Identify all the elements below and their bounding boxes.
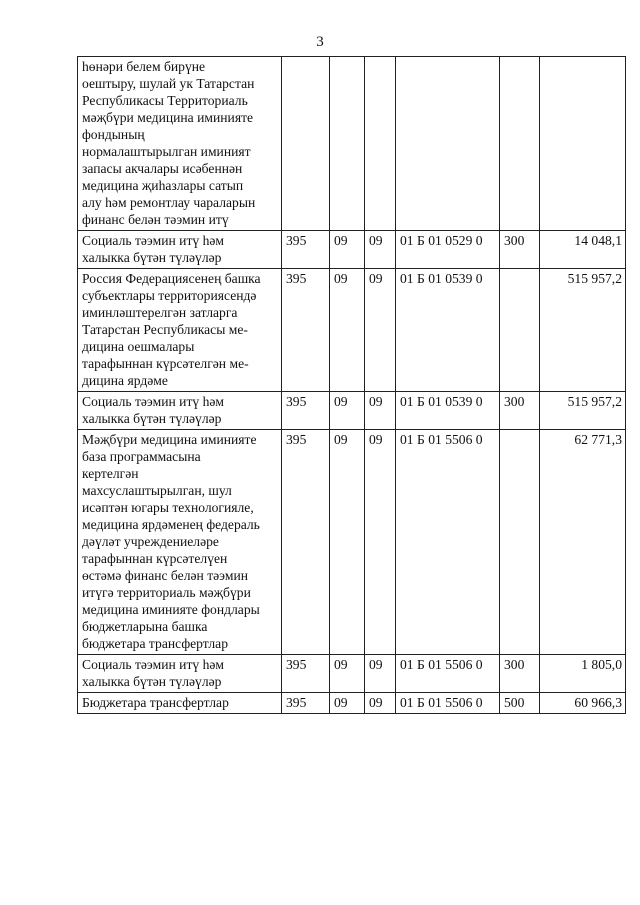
ministry-code-text: 395 — [286, 695, 307, 710]
target-article-cell — [396, 655, 500, 693]
subsection-code-text: 09 — [369, 394, 383, 409]
budget-table — [77, 56, 626, 714]
amount-text: 515 957,2 — [567, 271, 622, 286]
expense-type-cell — [500, 57, 540, 231]
section-code-cell — [330, 392, 365, 430]
expense-type-text: 300 — [504, 657, 525, 672]
row-name-text: Мәҗбүри медицина иминияте база программасына кертелгән махсуслаштырылган, шул исәптән югары технологияле, медицина ярдәменең федераль дәүләт учреждениеләре тарафыннан күрсәтелүен өстәмә финанс белән тәэмин итүгә территориаль мәҗбүри медицина иминияте фондлары бюджетларына башка бюджетара трансфертлар — [82, 432, 260, 651]
table-row — [78, 693, 626, 714]
section-code-cell — [330, 231, 365, 269]
section-code-cell — [330, 269, 365, 392]
row-name-text: Социаль тәэмин итү һәм халыкка бүтән түләүләр — [82, 394, 225, 426]
table-row — [78, 655, 626, 693]
table-row — [78, 269, 626, 392]
ministry-code-cell — [282, 57, 330, 231]
subsection-code-cell — [365, 693, 396, 714]
section-code-cell — [330, 430, 365, 655]
target-article-cell — [396, 269, 500, 392]
expense-type-cell — [500, 655, 540, 693]
subsection-code-text: 09 — [369, 432, 383, 447]
section-code-cell — [330, 57, 365, 231]
amount-cell — [540, 693, 626, 714]
section-code-cell — [330, 655, 365, 693]
amount-cell — [540, 231, 626, 269]
expense-type-cell — [500, 430, 540, 655]
row-name-cell — [78, 269, 282, 392]
table-row — [78, 231, 626, 269]
page-number: 3 — [316, 34, 324, 50]
expense-type-cell — [500, 392, 540, 430]
subsection-code-cell — [365, 231, 396, 269]
amount-text: 62 771,3 — [574, 432, 622, 447]
section-code-text: 09 — [334, 695, 348, 710]
expense-type-text: 300 — [504, 233, 525, 248]
row-name-text: Бюджетара трансфертлар — [82, 695, 229, 710]
subsection-code-text: 09 — [369, 695, 383, 710]
expense-type-cell — [500, 231, 540, 269]
section-code-text: 09 — [334, 394, 348, 409]
section-code-cell — [330, 693, 365, 714]
amount-cell — [540, 269, 626, 392]
target-article-cell — [396, 392, 500, 430]
target-article-text: 01 Б 01 5506 0 — [400, 657, 483, 672]
target-article-cell — [396, 430, 500, 655]
amount-cell — [540, 655, 626, 693]
table-body — [78, 57, 626, 714]
section-code-text: 09 — [334, 271, 348, 286]
target-article-text: 01 Б 01 5506 0 — [400, 695, 483, 710]
section-code-text: 09 — [334, 233, 348, 248]
row-name-cell — [78, 693, 282, 714]
row-name-text: Социаль тәэмин итү һәм халыкка бүтән түләүләр — [82, 657, 225, 689]
ministry-code-cell — [282, 655, 330, 693]
amount-text: 60 966,3 — [574, 695, 622, 710]
target-article-text: 01 Б 01 5506 0 — [400, 432, 483, 447]
row-name-cell — [78, 392, 282, 430]
expense-type-text: 300 — [504, 394, 525, 409]
amount-text: 14 048,1 — [574, 233, 622, 248]
subsection-code-cell — [365, 655, 396, 693]
target-article-cell — [396, 57, 500, 231]
section-code-text: 09 — [334, 432, 348, 447]
expense-type-cell — [500, 269, 540, 392]
ministry-code-cell — [282, 231, 330, 269]
row-name-cell — [78, 430, 282, 655]
subsection-code-cell — [365, 57, 396, 231]
subsection-code-text: 09 — [369, 657, 383, 672]
table-row — [78, 57, 626, 231]
target-article-text: 01 Б 01 0529 0 — [400, 233, 483, 248]
ministry-code-text: 395 — [286, 233, 307, 248]
amount-cell — [540, 392, 626, 430]
ministry-code-cell — [282, 269, 330, 392]
ministry-code-cell — [282, 430, 330, 655]
target-article-text: 01 Б 01 0539 0 — [400, 271, 483, 286]
amount-cell — [540, 430, 626, 655]
section-code-text: 09 — [334, 657, 348, 672]
row-name-text: Социаль тәэмин итү һәм халыкка бүтән түләүләр — [82, 233, 225, 265]
row-name-text: һөнәри белем бирүне оештыру, шулай ук Татарстан Республикасы Территориаль мәҗбүри медицина иминияте фондының нормалаштырылган иминият запасы акчалары исәбеннән медицина җиһазлары сатып алу һәм ремонтлау чараларын финанс белән тәэмин итү — [82, 59, 256, 227]
ministry-code-text: 395 — [286, 271, 307, 286]
target-article-cell — [396, 231, 500, 269]
target-article-text: 01 Б 01 0539 0 — [400, 394, 483, 409]
target-article-cell — [396, 693, 500, 714]
subsection-code-cell — [365, 392, 396, 430]
ministry-code-text: 395 — [286, 394, 307, 409]
table-row — [78, 430, 626, 655]
row-name-cell — [78, 655, 282, 693]
ministry-code-cell — [282, 693, 330, 714]
amount-text: 515 957,2 — [567, 394, 622, 409]
subsection-code-text: 09 — [369, 233, 383, 248]
ministry-code-cell — [282, 392, 330, 430]
ministry-code-text: 395 — [286, 657, 307, 672]
amount-text: 1 805,0 — [581, 657, 622, 672]
subsection-code-cell — [365, 269, 396, 392]
expense-type-cell — [500, 693, 540, 714]
subsection-code-text: 09 — [369, 271, 383, 286]
row-name-cell — [78, 231, 282, 269]
ministry-code-text: 395 — [286, 432, 307, 447]
row-name-text: Россия Федерациясенең башка субъектлары территориясендә иминләштерелгән затларга Татарстан Республикасы ме- дицина оешмалары тарафыннан күрсәтелгән ме- дицина ярдәме — [82, 271, 261, 388]
table-row — [78, 392, 626, 430]
subsection-code-cell — [365, 430, 396, 655]
amount-cell — [540, 57, 626, 231]
row-name-cell — [78, 57, 282, 231]
expense-type-text: 500 — [504, 695, 525, 710]
